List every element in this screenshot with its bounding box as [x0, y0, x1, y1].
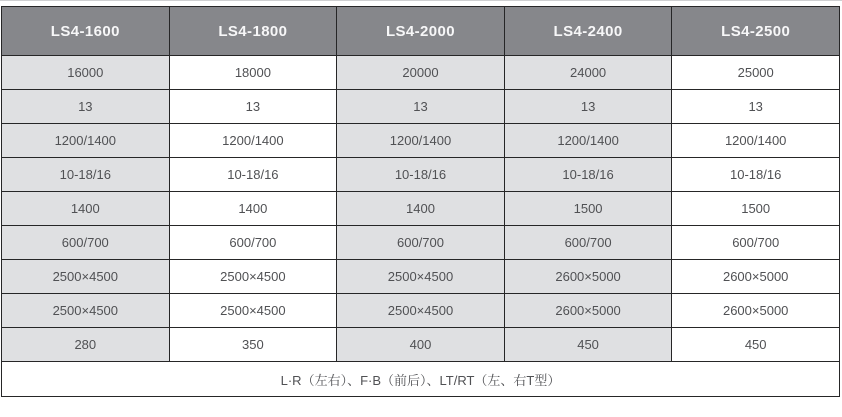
table-cell: 2600×5000: [504, 260, 672, 294]
table-cell: 1500: [504, 192, 672, 226]
column-header: LS4-2000: [337, 7, 505, 56]
footer-row: [2, 362, 840, 397]
table-cell: 600/700: [337, 226, 505, 260]
table-row: [2, 158, 840, 192]
table-cell: 10-18/16: [337, 158, 505, 192]
table-row: [2, 56, 840, 90]
spec-table-footer: [2, 362, 840, 397]
table-cell: 10-18/16: [504, 158, 672, 192]
table-cell: 13: [672, 90, 840, 124]
spec-table-body: [2, 56, 840, 362]
table-cell: 2500×4500: [337, 294, 505, 328]
table-cell: 1200/1400: [672, 124, 840, 158]
table-row: [2, 328, 840, 362]
table-cell: 350: [169, 328, 337, 362]
column-header: LS4-1600: [2, 7, 170, 56]
table-cell: 600/700: [672, 226, 840, 260]
table-cell: 13: [169, 90, 337, 124]
table-row: [2, 124, 840, 158]
table-cell: 1200/1400: [2, 124, 170, 158]
table-cell: 2500×4500: [2, 260, 170, 294]
footer-note: L·R（左右）、F·B（前后）、LT/RT（左、右T型）: [2, 362, 840, 397]
table-cell: 18000: [169, 56, 337, 90]
page-top-divider: [0, 0, 842, 1]
table-cell: 600/700: [2, 226, 170, 260]
table-row: [2, 226, 840, 260]
table-cell: 13: [2, 90, 170, 124]
table-cell: 2600×5000: [672, 294, 840, 328]
table-cell: 600/700: [504, 226, 672, 260]
table-cell: 2500×4500: [337, 260, 505, 294]
table-cell: 2600×5000: [672, 260, 840, 294]
table-cell: 280: [2, 328, 170, 362]
spec-table: [1, 6, 840, 397]
table-cell: 13: [337, 90, 505, 124]
table-cell: 1400: [2, 192, 170, 226]
table-cell: 2600×5000: [504, 294, 672, 328]
header-row: [2, 7, 840, 56]
table-cell: 400: [337, 328, 505, 362]
table-cell: 450: [504, 328, 672, 362]
table-cell: 1200/1400: [337, 124, 505, 158]
table-cell: 1200/1400: [169, 124, 337, 158]
table-row: [2, 294, 840, 328]
column-header: LS4-1800: [169, 7, 337, 56]
table-cell: 20000: [337, 56, 505, 90]
table-row: [2, 260, 840, 294]
spec-table-header: [2, 7, 840, 56]
table-cell: 13: [504, 90, 672, 124]
table-cell: 1400: [169, 192, 337, 226]
table-cell: 25000: [672, 56, 840, 90]
table-cell: 10-18/16: [169, 158, 337, 192]
table-cell: 2500×4500: [2, 294, 170, 328]
table-cell: 600/700: [169, 226, 337, 260]
table-row: [2, 192, 840, 226]
column-header: LS4-2400: [504, 7, 672, 56]
column-header: LS4-2500: [672, 7, 840, 56]
table-cell: 1400: [337, 192, 505, 226]
table-cell: 10-18/16: [2, 158, 170, 192]
table-cell: 1500: [672, 192, 840, 226]
table-cell: 24000: [504, 56, 672, 90]
table-cell: 450: [672, 328, 840, 362]
table-cell: 2500×4500: [169, 294, 337, 328]
table-row: [2, 90, 840, 124]
table-cell: 16000: [2, 56, 170, 90]
table-cell: 2500×4500: [169, 260, 337, 294]
table-cell: 10-18/16: [672, 158, 840, 192]
table-cell: 1200/1400: [504, 124, 672, 158]
